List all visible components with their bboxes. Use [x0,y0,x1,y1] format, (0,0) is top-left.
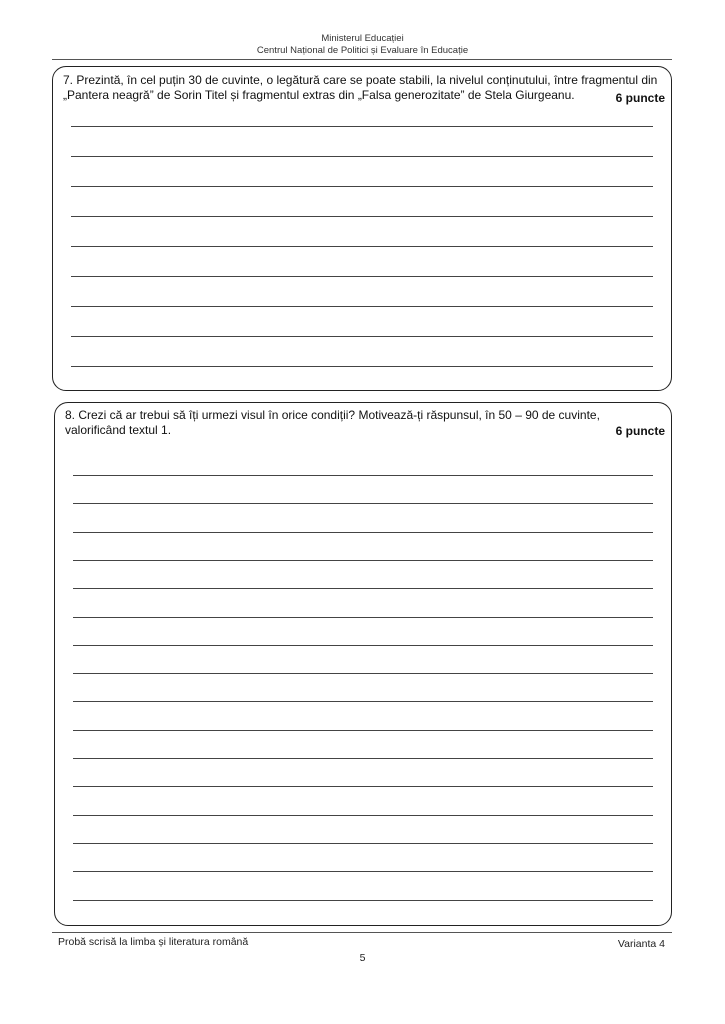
answer-line [73,560,653,561]
answer-line [73,645,653,646]
question-8-box [54,402,672,926]
answer-line [71,186,653,187]
footer-divider [52,932,672,933]
answer-line [73,532,653,533]
answer-line [73,786,653,787]
answer-line [71,126,653,127]
answer-line [73,815,653,816]
header-divider [52,59,672,60]
answer-line [73,871,653,872]
question-8-text [65,408,663,438]
answer-line [73,843,653,844]
question-7-box [52,66,672,391]
answer-line [71,336,653,337]
question-8-points: 6 puncte [615,424,665,438]
exam-subject: Probă scrisă la limba și literatura română [58,936,249,948]
answer-line [73,475,653,476]
question-8-text-line-1: 8. Crezi că ar trebui să îți urmezi visul în orice condiții? Motivează-ți răspunsul, în 50 – 90 de cuvinte, [65,408,600,422]
center-name: Centrul Național de Politici și Evaluare în Educație [256,45,469,56]
answer-line [71,216,653,217]
answer-line [71,156,653,157]
answer-line [73,758,653,759]
question-7-points: 6 puncte [615,91,665,105]
answer-line [73,701,653,702]
page-header [0,33,725,57]
answer-line [73,730,653,731]
answer-line [71,366,653,367]
question-7-text [63,73,663,103]
answer-line [73,503,653,504]
exam-variant: Varianta 4 [617,938,665,950]
question-8-text-line-2: valorificând textul 1. [65,423,172,437]
answer-line [73,617,653,618]
question-7-text-line-2: „Pantera neagră” de Sorin Titel și fragmentul extras din „Falsa generozitate” de Stela Giurgeanu. [63,88,575,102]
answer-line [73,588,653,589]
question-7-text-line-1: 7. Prezintă, în cel puțin 30 de cuvinte, o legătură care se poate stabili, la nivelul conținutului, între fragmentul din [63,73,658,87]
answer-line [73,900,653,901]
ministry-name: Ministerul Educației [321,33,404,44]
answer-line [71,306,653,307]
answer-line [73,673,653,674]
answer-line [71,246,653,247]
page-number: 5 [359,952,366,964]
answer-line [71,276,653,277]
